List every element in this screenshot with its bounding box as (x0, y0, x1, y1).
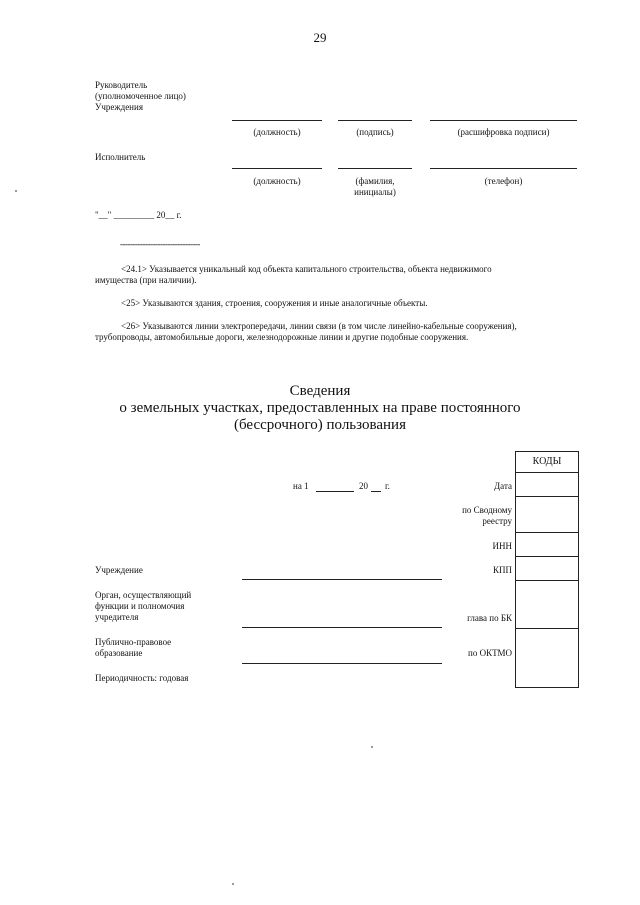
section-title-line1: Сведения (289, 383, 351, 399)
footnote-24-1-line2: имущества (при наличии). (95, 275, 197, 285)
scan-speck (15, 190, 17, 192)
institution-line[interactable] (242, 579, 442, 580)
report-date-year-line (371, 491, 381, 492)
footnote-26-line1: <26> Указываются линии электропередачи, линии связи (в том числе линейно-кабельные сооружения), (121, 321, 517, 331)
organ-label-line1: Орган, осуществляющий (95, 590, 192, 600)
codes-header-cell: КОДЫ (515, 451, 579, 473)
public-entity-line[interactable] (242, 663, 442, 664)
section-title-line3: (бессрочного) пользования (234, 417, 406, 433)
executor-name-line (338, 168, 412, 169)
codes-registry-label-line1: по Сводному (462, 505, 512, 515)
scan-speck (232, 883, 234, 885)
public-entity-label-line1: Публично-правовое (95, 637, 172, 647)
codes-oktmo-label: по ОКТМО (468, 648, 512, 658)
codes-registry-label-line2: реестру (482, 516, 512, 526)
head-position-line (232, 120, 322, 121)
head-label-line1: Руководитель (95, 80, 148, 90)
executor-phone-caption: (телефон) (484, 176, 523, 186)
executor-name-caption (330, 176, 420, 198)
code-cell-registry[interactable] (515, 496, 579, 533)
executor-phone-line (430, 168, 577, 169)
code-cell-date[interactable] (515, 472, 579, 497)
section-title-line2: о земельных участках, предоставленных на праве постоянного (119, 400, 521, 416)
public-entity-label-line2: образование (95, 648, 143, 658)
executor-position-caption: (должность) (253, 176, 301, 186)
executor-name-caption-line1: (фамилия, (355, 176, 395, 186)
codes-bk-label: глава по БК (467, 613, 512, 623)
head-signature-line (338, 120, 412, 121)
head-signature-caption: (подпись) (356, 127, 394, 137)
public-entity-label (95, 637, 171, 659)
periodicity-label: Периодичность: годовая (95, 673, 189, 683)
footnote-26-line2: трубопроводы, автомобильные дороги, железнодорожные линии и другие подобные сооружения. (95, 332, 469, 342)
signature-date: "__" _________ 20__ г. (95, 210, 182, 220)
codes-inn-label: ИНН (492, 541, 512, 551)
codes-date-label: Дата (494, 481, 512, 491)
footnote-separator: -------------------------------- (120, 239, 200, 249)
organ-label-line3: учредителя (95, 612, 139, 622)
organ-label-line2: функции и полномочия (95, 601, 185, 611)
executor-position-line (232, 168, 322, 169)
executor-name-caption-line2: инициалы) (354, 187, 396, 197)
codes-registry-label (420, 505, 512, 527)
report-date-suffix: г. (385, 481, 390, 491)
scan-speck (371, 746, 373, 748)
footnote-26 (95, 321, 605, 343)
head-label-line2: (уполномоченное лицо) (95, 91, 186, 101)
footnote-24-1-line1: <24.1> Указывается уникальный код объекта капитального строительства, объекта недвижимого (121, 264, 492, 274)
footnote-25: <25> Указываются здания, строения, сооружения и иные аналогичные объекты. (121, 298, 428, 308)
footnote-24-1 (95, 264, 595, 286)
head-position-caption: (должность) (253, 127, 301, 137)
report-date-day-month-line (316, 491, 354, 492)
head-decoding-caption: (расшифровка подписи) (457, 127, 550, 137)
head-decoding-line (430, 120, 577, 121)
head-label-line3: Учреждения (95, 102, 143, 112)
page-number: 29 (313, 30, 327, 45)
report-date-prefix: на 1 (293, 481, 309, 491)
code-cell-inn[interactable] (515, 532, 579, 557)
head-label (95, 80, 186, 113)
executor-label: Исполнитель (95, 152, 146, 162)
institution-label: Учреждение (95, 565, 143, 575)
organ-line[interactable] (242, 627, 442, 628)
code-cell-oktmo[interactable] (515, 628, 579, 688)
code-cell-bk[interactable] (515, 580, 579, 629)
code-cell-kpp[interactable] (515, 556, 579, 581)
organ-label (95, 590, 191, 623)
codes-kpp-label: КПП (492, 565, 512, 575)
report-date-year-prefix: 20 (359, 481, 368, 491)
